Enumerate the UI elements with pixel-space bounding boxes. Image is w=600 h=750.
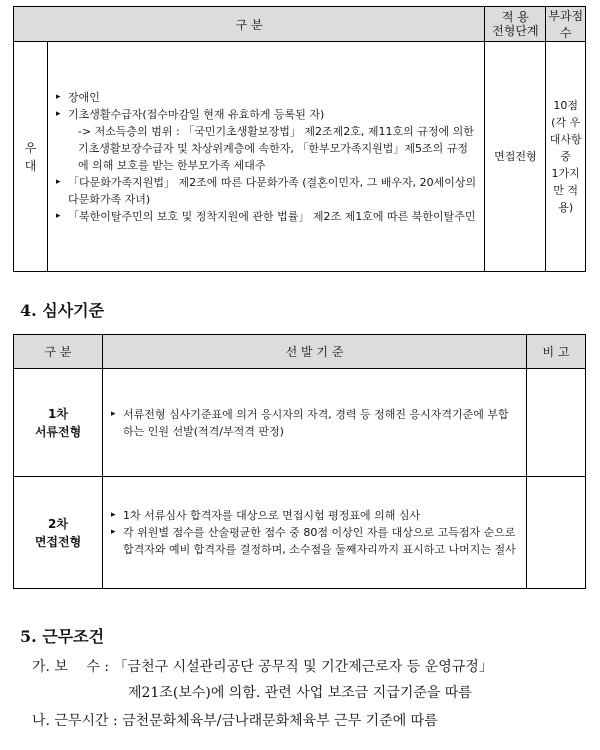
hours-line [32,710,438,730]
criteria-cell [103,369,527,477]
header-note: 비 고 [527,335,586,369]
preference-list [56,89,476,225]
preference-list-cell [48,42,485,272]
list-item: ▸ 「북한이탈주민의 보호 및 정착지원에 관한 법률」 제2조 제1호에 따른 북한이탈주민 [56,208,476,225]
header-category: 구 분 [14,335,103,369]
stage-num: 1차 [48,406,68,421]
list-item: ▸ 장애인 [56,89,476,106]
pay-line-2: 제21조(보수)에 의함. 관련 사업 보조금 지급기준을 따름 [128,685,472,701]
points-cell [546,42,586,272]
criteria-row [14,477,586,589]
preference-table-header [14,7,586,42]
header-criteria: 선 발 기 준 [103,335,527,369]
criteria-list [111,406,518,440]
stage-cell: 면접전형 [485,42,546,272]
header-category: 구 분 [14,7,485,42]
criteria-table [13,334,586,589]
list-item: ▸ 기초생활수급자(접수마감일 현재 유효하게 등록된 자) [56,106,476,123]
points-note: (각 우대사항 중 [549,116,582,163]
list-item: ▸ 1차 서류심사 합격자를 대상으로 면접시험 평정표에 의해 심사 [111,507,518,524]
list-item: ▸ 각 위원별 점수를 산술평균한 점수 중 80점 이상인 자를 대상으로 고득점자 순으로 합격자와 예비 합격자를 결정하며, 소수점을 둘째자리까지 표시하고 나머지는 절사 [111,524,518,558]
header-points: 부과점수 [546,7,586,42]
criteria-row [14,369,586,477]
stage-name: 서류전형 [34,424,82,439]
header-stage: 적 용 전형단계 [485,7,546,42]
stage-num: 2차 [48,516,68,531]
stage-cell [14,477,103,589]
section4-title: 4. 심사기준 [20,301,105,320]
pay-text: 「금천구 시설관리공단 공무직 및 기간제근로자 등 운영규정」 [113,659,493,675]
row-label: 우 대 [14,42,48,272]
note-cell [527,477,586,589]
list-item: ▸ 서류전형 심사기준표에 의거 응시자의 자격, 경력 등 정해진 응시자격기준에 부합하는 인원 선발(적격/부적격 판정) [111,406,518,440]
list-item: ▸ 「다문화가족지원법」 제2조에 따른 다문화가족 (결혼이민자, 그 배우자, 20세이상의 다문화가족 자녀) [56,174,476,208]
preference-row [14,42,586,272]
section5-title: 5. 근무조건 [20,627,105,646]
stage-name: 면접전형 [34,534,82,549]
pay-line [32,656,493,676]
list-item: -> 저소득층의 범위 : 「국민기초생활보장법」 제2조제2호, 제11호의 규정에 의한 기초생활보장수급자 및 차상위계층에 속한자, 「한부모가족지원법」제5조의 규정에 의해 보호를 받는 한부모가족 세대주 [78,124,474,172]
pay-label: 가. 보 수 : [32,659,110,675]
criteria-table-header [14,335,586,369]
criteria-list [111,507,518,558]
points-note: 1가지만 적용) [551,167,580,214]
hours-label: 나. 근무시간 : [32,713,118,729]
criteria-cell [103,477,527,589]
preference-table [13,6,586,272]
hours-text: 금천문화체육부/금나래문화체육부 근무 기준에 따름 [122,713,438,729]
note-cell [527,369,586,477]
points-value: 10점 [553,99,578,112]
stage-cell [14,369,103,477]
